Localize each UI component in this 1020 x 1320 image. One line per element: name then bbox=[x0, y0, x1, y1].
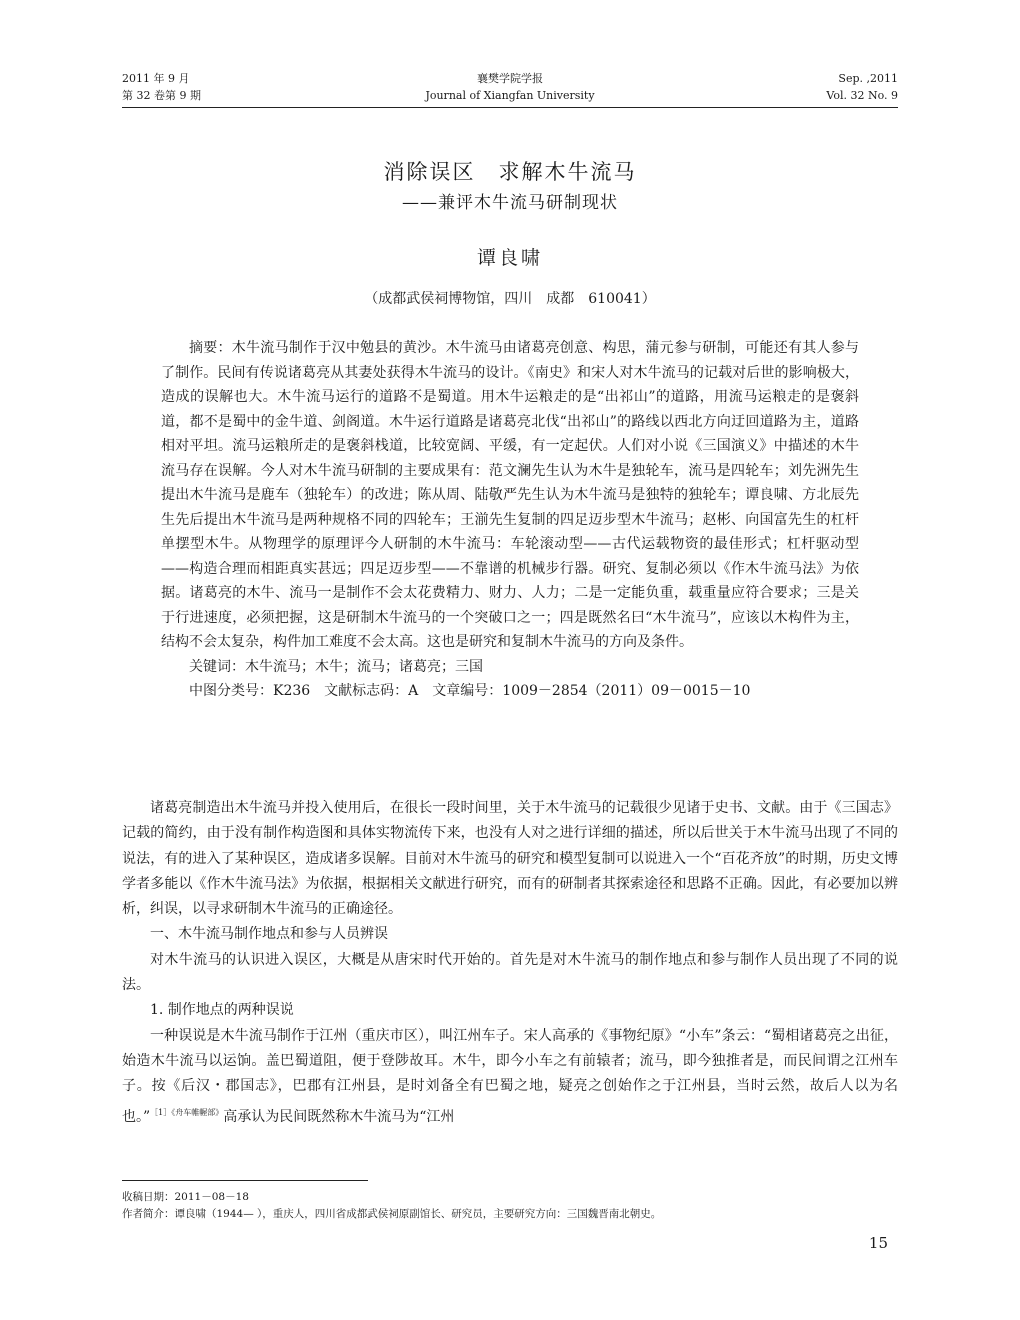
header-divider bbox=[122, 107, 898, 108]
paragraph-text-b: 高承认为民间既然称木牛流马为“江州 bbox=[223, 1108, 455, 1125]
issue-volume-en: Vol. 32 No. 9 bbox=[826, 89, 898, 102]
citation-mark: ［1］《舟车帷幄部》 bbox=[150, 1107, 224, 1117]
footnote-received-date: 收稿日期：2011－08－18 bbox=[122, 1191, 249, 1203]
running-header-right bbox=[826, 70, 898, 104]
issue-date-cn: 2011 年 9 月 bbox=[122, 72, 190, 85]
article-subtitle: ——兼评木牛流马研制现状 bbox=[402, 193, 618, 213]
article-title: 消除误区 求解木牛流马 bbox=[383, 160, 637, 184]
journal-name-cn: 襄樊学院学报 bbox=[477, 72, 543, 85]
keywords: 关键词：木牛流马；木牛；流马；诸葛亮；三国 bbox=[189, 658, 483, 675]
issue-date-en: Sep. ,2011 bbox=[838, 72, 898, 85]
section-1-paragraph: 对木牛流马的认识进入误区，大概是从唐宋时代开始的。首先是对木牛流马的制作地点和参与制作人员出现了不同的说法。 bbox=[122, 951, 898, 994]
footnote-author-bio: 作者简介：谭良啸（1944— ），重庆人，四川省成都武侯祠原副馆长、研究员，主要研究方向：三国魏晋南北朝史。 bbox=[122, 1208, 662, 1220]
footnote-divider bbox=[122, 1180, 368, 1181]
section-heading-1: 一、木牛流马制作地点和参与人员辨误 bbox=[150, 926, 388, 943]
page-number: 15 bbox=[868, 1234, 888, 1252]
journal-name-en: Journal of Xiangfan University bbox=[425, 89, 595, 102]
issue-volume-cn: 第 32 卷第 9 期 bbox=[122, 89, 201, 102]
intro-paragraph: 诸葛亮制造出木牛流马并投入使用后，在很长一段时间里，关于木牛流马的记载很少见诸于史书、文献。由于《三国志》记载的简约，由于没有制作构造图和具体实物流传下来，也没有人对之进行详细的描述，所以后世关于木牛流马出现了不同的说法，有的进入了某种误区，造成诸多误解。目前对木牛流马的研究和模型复制可以说进入一个“百花齐放”的时期，历史文博学者多能以《作木牛流马法》为依据，根据相关文献进行研究，而有的研制者其探索途径和思路不正确。因此，有必要加以辨析，纠误，以寻求研制木牛流马的正确途径。 bbox=[122, 800, 898, 918]
abstract-text: 摘要：木牛流马制作于汉中勉县的黄沙。木牛流马由诸葛亮创意、构思，蒲元参与研制，可能还有其人参与了制作。民间有传说诸葛亮从其妻处获得木牛流马的设计。《南史》和宋人对木牛流马的记载对后世的影响极大，造成的误解也大。木牛流马运行的道路不是蜀道。用木牛运粮走的是“出祁山”的道路，用流马运粮走的是褒斜道，都不是蜀中的金牛道、剑阁道。木牛运行道路是诸葛亮北伐“出祁山”的路线以西北方向迂回道路为主，道路相对平坦。流马运粮所走的是褒斜栈道，比较宽阔、平缓，有一定起伏。人们对小说《三国演义》中描述的木牛流马存在误解。今人对木牛流马研制的主要成果有：范文澜先生认为木牛是独轮车，流马是四轮车；刘先洲先生提出木牛流马是鹿车（独轮车）的改进；陈从周、陆敬严先生认为木牛流马是独特的独轮车；谭良啸、方北辰先生先后提出木牛流马是两种规格不同的四轮车；王湔先生复制的四足迈步型木牛流马；赵彬、向国富先生的杠杆单摆型木牛。从物理学的原理评今人研制的木牛流马：车轮滚动型——古代运载物资的最佳形式；杠杆驱动型——构造合理而相距真实甚远；四足迈步型——不靠谱的机械步行器。研究、复制必须以《作木牛流马法》为依据。诸葛亮的木牛、流马一是制作不会太花费精力、财力、人力；二是一定能负重，载重量应符合要求；三是关于行进速度，必须把握，这是研制木牛流马的一个突破口之一；四是既然名曰“木牛流马”，应该以木构件为主，结构不会太复杂，构件加工难度不会太高。这也是研究和复制木牛流马的方向及条件。 bbox=[161, 340, 859, 650]
body-paragraph-last bbox=[122, 1024, 898, 1130]
paragraph-text-a: 一种误说是木牛流马制作于江州（重庆市区），叫江州车子。宋人高承的《事物纪原》“小车”条云：“蜀相诸葛亮之出征，始造木牛流马以运饷。盖巴蜀道阻，便于登陟故耳。木牛，即今小车之有前辕者；流马，即今独推者是，而民间谓之江州车子。按《后汉・郡国志》，巴郡有江州县，是时刘备全有巴蜀之地，疑亮之创始作之于江州县，当时云然，故后人以为名也。” bbox=[122, 1027, 898, 1125]
classification-info: 中图分类号：K236 文献标志码：A 文章编号：1009－2854（2011）09－0015－10 bbox=[189, 683, 751, 699]
subsection-heading-1: 1. 制作地点的两种误说 bbox=[150, 1002, 294, 1019]
author-affiliation: （成都武侯祠博物馆，四川 成都 610041） bbox=[364, 291, 656, 307]
article-author: 谭良啸 bbox=[476, 247, 543, 269]
abstract-block bbox=[161, 336, 859, 704]
article-body bbox=[122, 796, 898, 1130]
